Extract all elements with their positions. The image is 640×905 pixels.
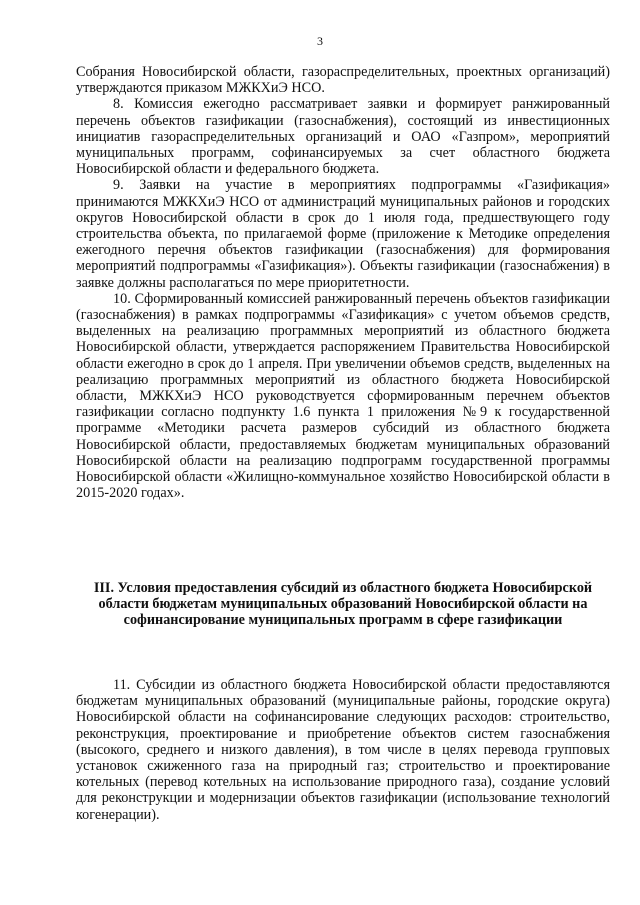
paragraph-10: 10. Сформированный комиссией ранжированный перечень объектов газификации (газоснабжения) в рамках подпрограммы «Газификация» с учетом объемов средств, выделенных на реализацию программных мероприятий из областного бюджета Новосибирской области, утверждается распоряжением Правительства Новосибирской области ежегодно в срок до 1 апреля. При увеличении объемов средств, выделенных на реализацию программных мероприятий из областного бюджета Новосибирской области, МЖКХиЭ НСО руководствуется сформированным перечнем объектов газификации согласно подпункту 1.6 пункта 1 приложения №9 к государственной программе «Методики расчета размеров субсидий из областного бюджета Новосибирской области, предоставляемых бюджетам муниципальных образований Новосибирской области на реализацию подпрограмм государственной программы Новосибирской области «Жилищно-коммунальное хозяйство Новосибирской области в 2015-2020 годах».	[76, 290, 610, 502]
section-heading: III. Условия предоставления субсидий из областного бюджета Новосибирской области бюджетам муниципальных образований Новосибирской области на софинансирование муниципальных программ в сфере газификации	[93, 580, 593, 629]
paragraph-11: 11. Субсидии из областного бюджета Новосибирской области предоставляются бюджетам муниципальных образований (муниципальные районы, городские округа) Новосибирской области на софинансирование следующих расходов: строительство, реконструкция, проектирование и приобретение объектов систем газоснабжения (высокого, среднего и низкого давления), в том числе в целях перевода групповых установок сжиженного газа на природный газ; строительство и проектирование котельных (перевод котельных на использование природного газа), создание условий для реконструкции и модернизации объектов газификации (использование технологий когенерации).	[76, 677, 610, 823]
page-number: 3	[317, 34, 323, 48]
paragraph-continuation: Собрания Новосибирской области, газораспределительных, проектных организаций) утверждаются приказом МЖКХиЭ НСО.	[76, 64, 610, 97]
paragraph-8: 8. Комиссия ежегодно рассматривает заявки и формирует ранжированный перечень объектов газификации (газоснабжения), состоящий из инвестиционных инициатив газораспределительных организаций и ОАО «Газпром», мероприятий муниципальных программ, софинансируемых за счет областного бюджета Новосибирской области и федерального бюджета.	[76, 96, 610, 178]
body-text-after-section	[76, 677, 610, 823]
paragraph-9: 9. Заявки на участие в мероприятиях подпрограммы «Газификация» принимаются МЖКХиЭ НСО от администраций муниципальных районов и городских округов Новосибирской области в срок до 1 июля года, предшествующего году строительства объекта, по прилагаемой форме (приложение к Методике определения ежегодного перечня объектов газификации (газоснабжения) для формирования мероприятий подпрограммы «Газификация»). Объекты газификации (газоснабжения) в заявке должны располагаться по мере приоритетности.	[76, 177, 610, 291]
body-text-before-section	[76, 64, 610, 501]
